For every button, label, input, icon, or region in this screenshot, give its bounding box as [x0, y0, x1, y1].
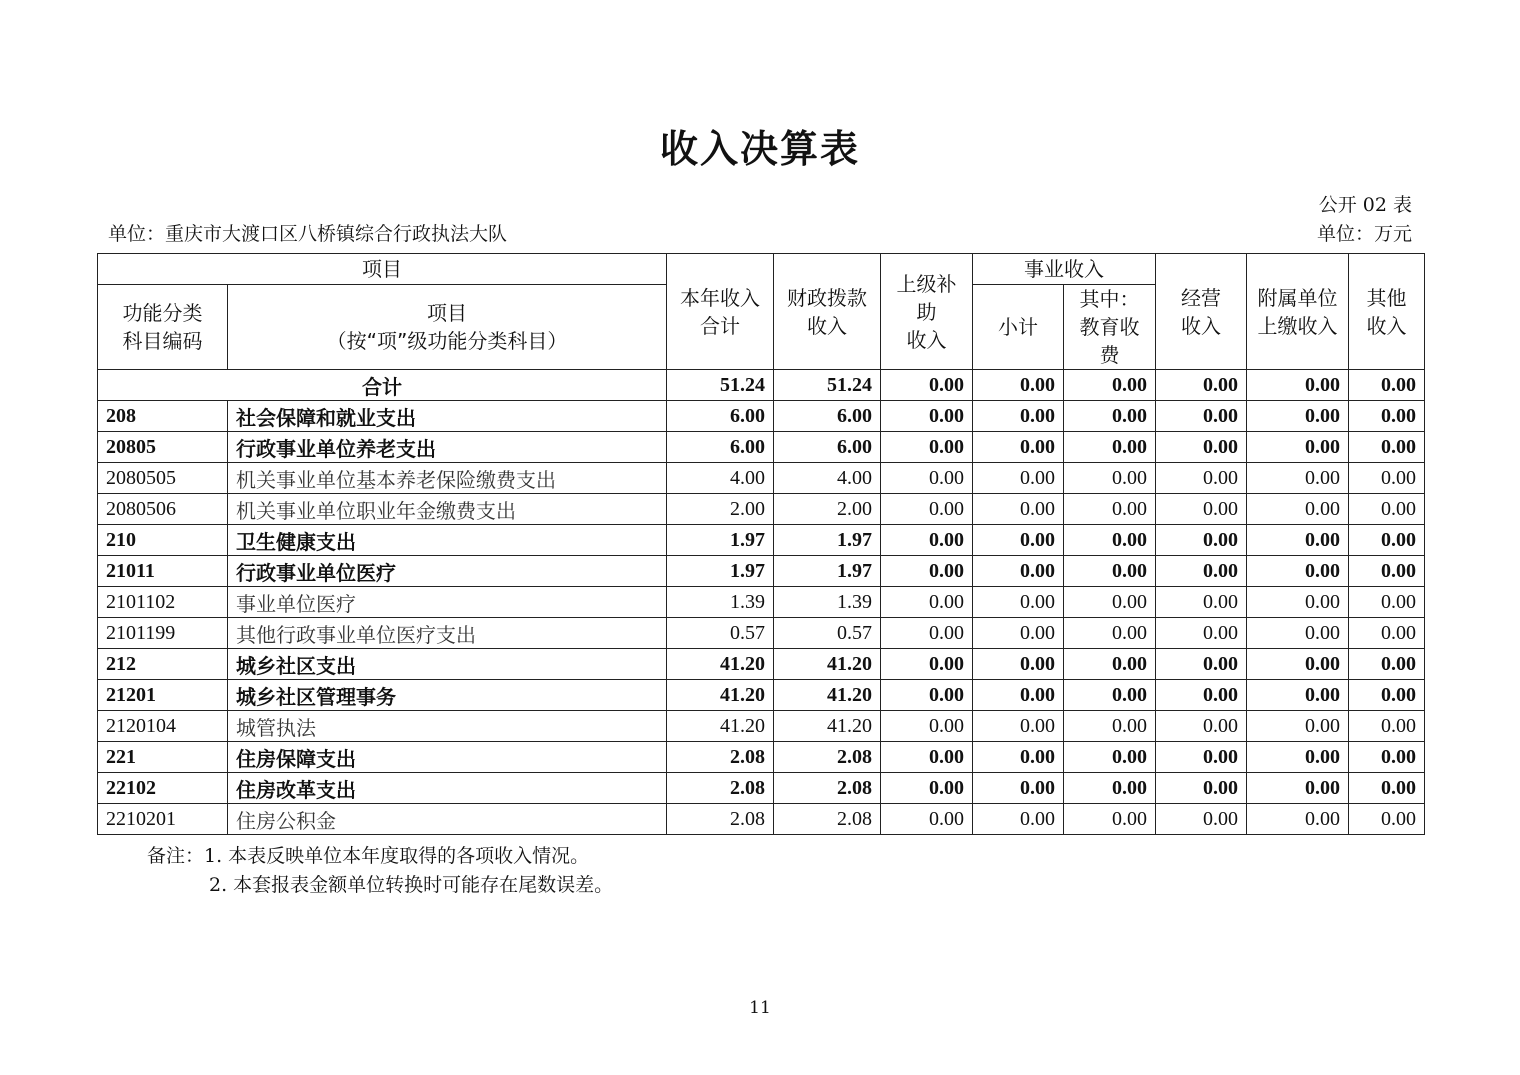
row-value: 0.00 [1247, 401, 1349, 432]
row-value: 6.00 [667, 432, 774, 463]
row-value: 0.00 [1156, 742, 1247, 773]
row-value: 0.00 [1156, 463, 1247, 494]
table-row [98, 401, 1425, 432]
row-code: 210 [98, 525, 228, 556]
total-value: 0.00 [881, 370, 973, 401]
table-row [98, 556, 1425, 587]
row-value: 0.00 [1156, 587, 1247, 618]
row-value: 0.00 [973, 463, 1064, 494]
row-value: 0.00 [881, 618, 973, 649]
row-code: 2080505 [98, 463, 228, 494]
table-row [98, 804, 1425, 835]
row-name: 机关事业单位职业年金缴费支出 [228, 494, 667, 525]
row-value: 0.00 [881, 494, 973, 525]
row-value: 0.00 [1247, 556, 1349, 587]
note-line-2: 2. 本套报表金额单位转换时可能存在尾数误差。 [209, 874, 614, 896]
row-value: 2.08 [774, 804, 881, 835]
row-value: 41.20 [667, 680, 774, 711]
row-code: 208 [98, 401, 228, 432]
row-value: 2.08 [667, 804, 774, 835]
row-code: 21201 [98, 680, 228, 711]
row-value: 0.00 [1349, 773, 1425, 804]
row-value: 2.08 [667, 773, 774, 804]
row-code: 2210201 [98, 804, 228, 835]
row-value: 0.00 [1247, 649, 1349, 680]
header-edu: 其中： 教育收费 [1064, 285, 1156, 370]
row-value: 0.00 [1156, 494, 1247, 525]
row-value: 0.00 [881, 401, 973, 432]
row-value: 0.00 [1156, 525, 1247, 556]
row-value: 0.00 [881, 804, 973, 835]
row-value: 0.00 [881, 680, 973, 711]
table-row [98, 618, 1425, 649]
total-value: 0.00 [973, 370, 1064, 401]
row-value: 0.57 [667, 618, 774, 649]
page-number: 11 [749, 998, 771, 1018]
header-fiscal: 财政拨款 收入 [774, 254, 881, 370]
row-code: 212 [98, 649, 228, 680]
row-value: 0.00 [1064, 587, 1156, 618]
table-header [98, 254, 1425, 370]
row-name: 机关事业单位基本养老保险缴费支出 [228, 463, 667, 494]
row-value: 0.00 [881, 742, 973, 773]
row-name: 社会保障和就业支出 [228, 401, 667, 432]
row-value: 0.00 [1064, 773, 1156, 804]
row-value: 41.20 [774, 680, 881, 711]
row-value: 0.00 [1349, 742, 1425, 773]
row-value: 1.97 [667, 525, 774, 556]
row-value: 0.00 [1349, 432, 1425, 463]
row-value: 0.00 [1156, 773, 1247, 804]
total-label: 合计 [98, 370, 667, 401]
row-name: 住房公积金 [228, 804, 667, 835]
row-value: 4.00 [667, 463, 774, 494]
row-value: 0.00 [1064, 711, 1156, 742]
row-value: 1.97 [774, 556, 881, 587]
row-value: 0.00 [973, 711, 1064, 742]
row-value: 1.97 [667, 556, 774, 587]
row-value: 2.08 [774, 742, 881, 773]
header-affiliated: 附属单位 上缴收入 [1247, 254, 1349, 370]
row-value: 41.20 [774, 649, 881, 680]
table-row [98, 711, 1425, 742]
table-row [98, 742, 1425, 773]
row-value: 0.00 [1349, 556, 1425, 587]
row-value: 0.00 [881, 773, 973, 804]
row-name: 住房保障支出 [228, 742, 667, 773]
row-value: 0.00 [1064, 804, 1156, 835]
header-business: 事业收入 [973, 254, 1156, 285]
table-row [98, 773, 1425, 804]
row-name: 事业单位医疗 [228, 587, 667, 618]
total-value: 0.00 [1349, 370, 1425, 401]
row-value: 0.00 [1247, 525, 1349, 556]
row-value: 0.00 [1247, 432, 1349, 463]
table-row [98, 649, 1425, 680]
row-name: 城乡社区管理事务 [228, 680, 667, 711]
table-body [98, 370, 1425, 835]
row-value: 0.57 [774, 618, 881, 649]
header-code: 功能分类 科目编码 [98, 285, 228, 370]
row-code: 22102 [98, 773, 228, 804]
row-value: 0.00 [881, 649, 973, 680]
header-total: 本年收入 合计 [667, 254, 774, 370]
row-value: 1.97 [774, 525, 881, 556]
row-name: 城管执法 [228, 711, 667, 742]
row-value: 0.00 [1156, 432, 1247, 463]
total-value: 0.00 [1247, 370, 1349, 401]
row-value: 0.00 [973, 494, 1064, 525]
row-value: 0.00 [1349, 618, 1425, 649]
row-code: 2120104 [98, 711, 228, 742]
table-row [98, 494, 1425, 525]
row-code: 21011 [98, 556, 228, 587]
row-value: 0.00 [973, 804, 1064, 835]
row-value: 0.00 [1247, 494, 1349, 525]
table-row [98, 587, 1425, 618]
row-value: 2.00 [774, 494, 881, 525]
row-value: 0.00 [881, 432, 973, 463]
row-value: 41.20 [774, 711, 881, 742]
row-value: 0.00 [1247, 711, 1349, 742]
row-value: 0.00 [1349, 804, 1425, 835]
row-value: 0.00 [1349, 680, 1425, 711]
row-value: 0.00 [1349, 525, 1425, 556]
row-value: 0.00 [1064, 618, 1156, 649]
row-value: 0.00 [1349, 649, 1425, 680]
row-value: 0.00 [1349, 401, 1425, 432]
row-value: 0.00 [1064, 742, 1156, 773]
row-code: 20805 [98, 432, 228, 463]
row-code: 2080506 [98, 494, 228, 525]
notes [147, 842, 613, 900]
header-other: 其他 收入 [1349, 254, 1425, 370]
row-value: 0.00 [881, 556, 973, 587]
row-name: 其他行政事业单位医疗支出 [228, 618, 667, 649]
page-title: 收入决算表 [659, 127, 860, 171]
row-value: 0.00 [1247, 587, 1349, 618]
row-code: 2101199 [98, 618, 228, 649]
row-value: 0.00 [881, 711, 973, 742]
row-name: 行政事业单位医疗 [228, 556, 667, 587]
row-value: 0.00 [973, 649, 1064, 680]
row-code: 2101102 [98, 587, 228, 618]
row-value: 0.00 [1156, 804, 1247, 835]
row-value: 0.00 [973, 742, 1064, 773]
row-value: 2.08 [774, 773, 881, 804]
total-row [98, 370, 1425, 401]
row-value: 0.00 [973, 432, 1064, 463]
row-value: 0.00 [1247, 463, 1349, 494]
row-value: 0.00 [1247, 680, 1349, 711]
form-number: 公开 02 表 [1318, 194, 1412, 216]
row-value: 1.39 [667, 587, 774, 618]
row-value: 0.00 [881, 587, 973, 618]
row-name: 行政事业单位养老支出 [228, 432, 667, 463]
row-value: 0.00 [973, 773, 1064, 804]
row-value: 0.00 [881, 525, 973, 556]
row-value: 0.00 [973, 587, 1064, 618]
row-value: 0.00 [973, 618, 1064, 649]
header-subtotal: 小计 [973, 285, 1064, 370]
row-value: 0.00 [973, 680, 1064, 711]
header-operating: 经营 收入 [1156, 254, 1247, 370]
row-value: 0.00 [1064, 494, 1156, 525]
row-value: 0.00 [1156, 618, 1247, 649]
row-value: 0.00 [1064, 525, 1156, 556]
table-row [98, 525, 1425, 556]
header-superior: 上级补助 收入 [881, 254, 973, 370]
row-code: 221 [98, 742, 228, 773]
row-value: 0.00 [1247, 773, 1349, 804]
row-name: 城乡社区支出 [228, 649, 667, 680]
currency-unit: 单位：万元 [1316, 223, 1412, 245]
row-value: 1.39 [774, 587, 881, 618]
header-item: 项目 [98, 254, 667, 285]
table-row [98, 680, 1425, 711]
row-value: 41.20 [667, 649, 774, 680]
row-value: 0.00 [973, 401, 1064, 432]
row-value: 2.00 [667, 494, 774, 525]
row-value: 0.00 [1349, 494, 1425, 525]
row-value: 0.00 [973, 525, 1064, 556]
row-value: 0.00 [1064, 649, 1156, 680]
row-value: 0.00 [1156, 680, 1247, 711]
row-value: 0.00 [1064, 401, 1156, 432]
row-value: 0.00 [1064, 556, 1156, 587]
total-value: 0.00 [1156, 370, 1247, 401]
reporting-unit: 单位：重庆市大渡口区八桥镇综合行政执法大队 [108, 223, 508, 245]
row-value: 0.00 [1156, 711, 1247, 742]
row-value: 2.08 [667, 742, 774, 773]
row-value: 0.00 [1247, 804, 1349, 835]
total-value: 51.24 [667, 370, 774, 401]
row-value: 6.00 [774, 432, 881, 463]
row-value: 0.00 [1247, 742, 1349, 773]
total-value: 51.24 [774, 370, 881, 401]
row-name: 卫生健康支出 [228, 525, 667, 556]
row-value: 0.00 [1247, 618, 1349, 649]
income-statement-table [97, 253, 1425, 835]
row-value: 0.00 [1064, 463, 1156, 494]
row-value: 6.00 [667, 401, 774, 432]
row-value: 0.00 [1156, 649, 1247, 680]
row-value: 0.00 [1156, 401, 1247, 432]
row-value: 0.00 [1349, 463, 1425, 494]
header-name: 项目 （按“项”级功能分类科目） [228, 285, 667, 370]
row-value: 6.00 [774, 401, 881, 432]
row-value: 0.00 [1064, 680, 1156, 711]
row-value: 0.00 [881, 463, 973, 494]
row-value: 0.00 [973, 556, 1064, 587]
row-value: 4.00 [774, 463, 881, 494]
row-value: 0.00 [1349, 587, 1425, 618]
table-row [98, 463, 1425, 494]
row-value: 0.00 [1349, 711, 1425, 742]
note-line-1: 备注：1. 本表反映单位本年度取得的各项收入情况。 [147, 845, 590, 867]
row-name: 住房改革支出 [228, 773, 667, 804]
table-row [98, 432, 1425, 463]
row-value: 41.20 [667, 711, 774, 742]
row-value: 0.00 [1064, 432, 1156, 463]
total-value: 0.00 [1064, 370, 1156, 401]
row-value: 0.00 [1156, 556, 1247, 587]
